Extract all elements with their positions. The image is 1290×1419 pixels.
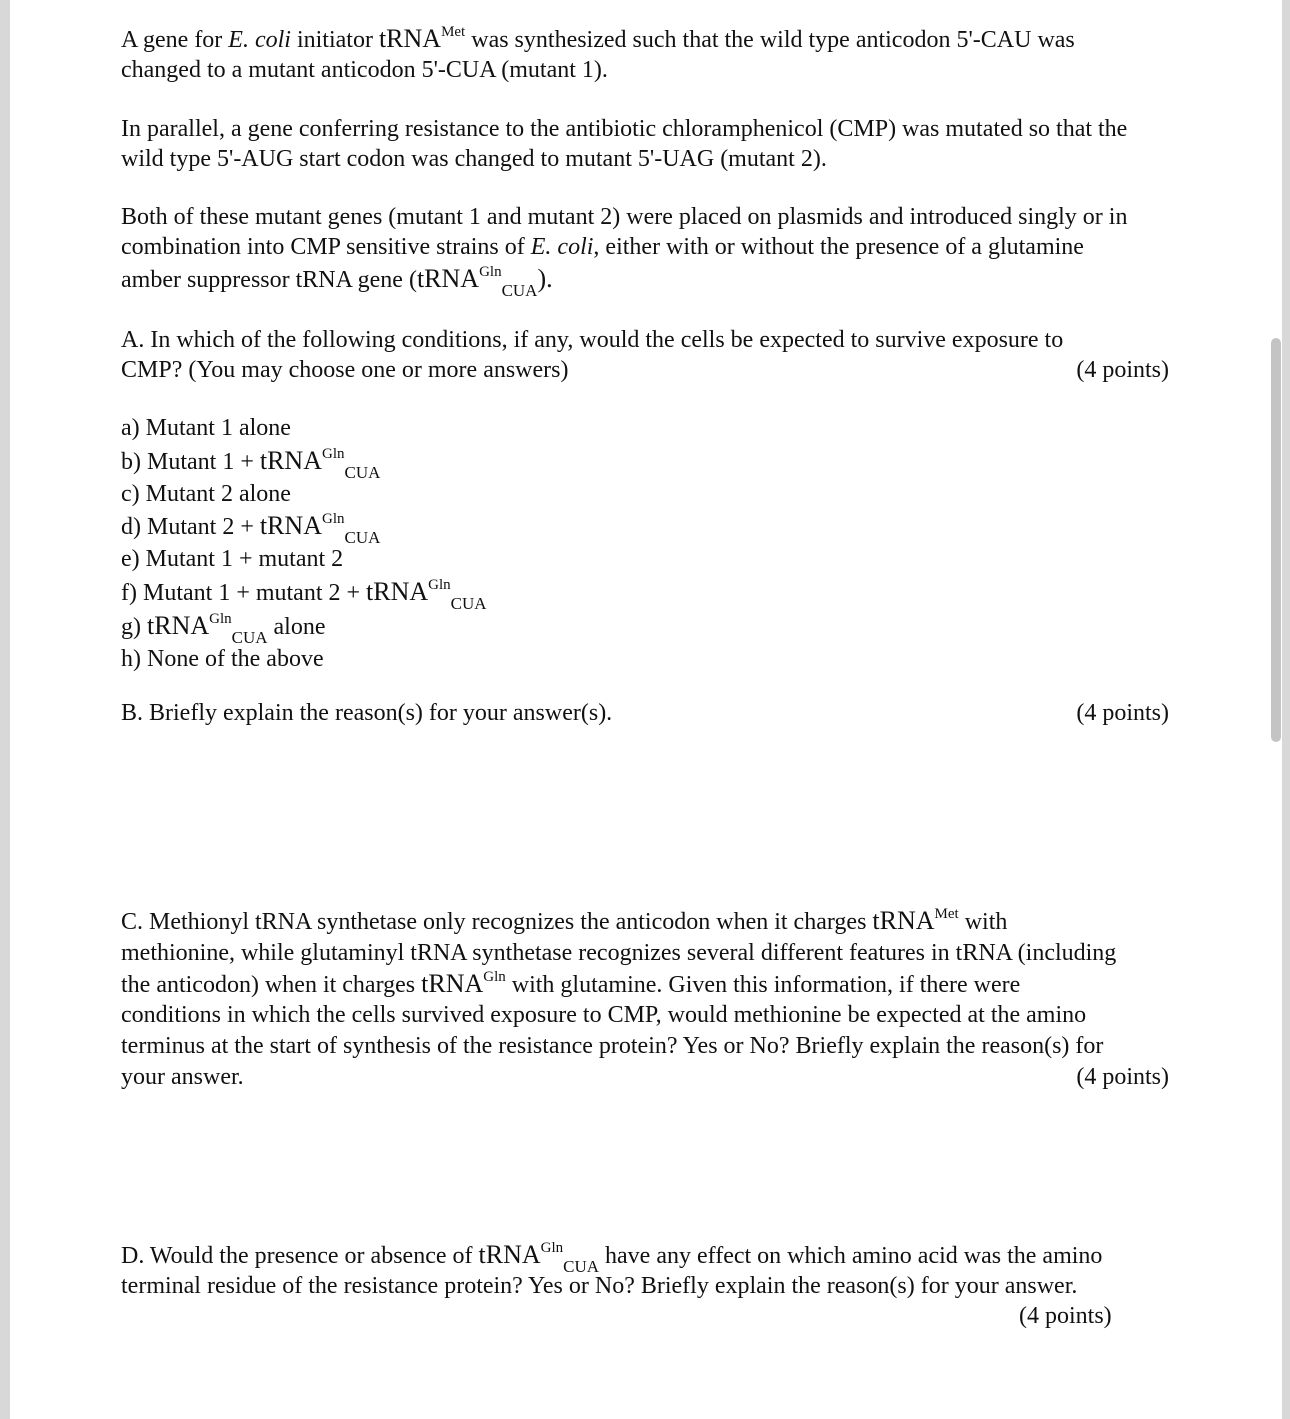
option-g-text: g) [121,613,147,640]
superscript-gln: Gln [209,610,232,627]
question-c-text: methionine, while glutaminyl tRNA synthetase recognizes several different features in tRNA (including [121,939,1117,966]
question-c-text: your answer. [121,1063,244,1090]
trna-symbol: tRNA [416,264,480,293]
question-d-text: D. Would the presence or absence of [121,1243,479,1269]
intro-text: wild type 5'-AUG start codon was changed to mutant 5'-UAG (mutant 2). [121,146,827,172]
superscript-gln: Gln [428,576,451,593]
option-h: h) None of the above [121,645,324,672]
option-f [121,576,1171,613]
trna-symbol: tRNA [259,511,322,541]
option-d-text: d) Mutant 2 + [121,514,260,541]
option-b [121,445,1171,482]
intro-text: combination into CMP sensitive strains of [121,234,531,260]
question-c-text: terminus at the start of synthesis of the resistance protein? Yes or No? Briefly explain the reason(s) for [121,1033,1104,1060]
question-c-text: conditions in which the cells survived exposure to CMP, would methionine be expected at the amino [121,1002,1087,1029]
option-a: a) Mutant 1 alone [121,415,291,441]
intro-text: was synthesized such that the wild type anticodon 5'-CAU was [465,27,1075,53]
intro-text: ). [537,264,553,293]
option-d [121,510,1171,548]
intro-text: Both of these mutant genes (mutant 1 and mutant 2) were placed on plasmids and introduced singly or in [121,204,1128,230]
option-g [121,610,1171,647]
superscript-gln: Gln [321,445,345,462]
vertical-scrollbar[interactable] [1271,338,1281,742]
question-d [121,1240,1171,1331]
intro-text: , either with or without the presence of a glutamine [593,234,1084,260]
intro-text: changed to a mutant anticodon 5'-CUA (mutant 1). [121,57,608,83]
question-d-text: have any effect on which amino acid was the amino [599,1243,1103,1269]
intro-text: amber suppressor tRNA gene ( [121,267,417,293]
trna-symbol: tRNA [259,445,322,475]
question-c-text: with [958,909,1008,935]
question-c-text: the anticodon) when it charges [121,971,422,998]
question-d-text: terminal residue of the resistance protein? Yes or No? Briefly explain the reason(s) for your answer. [121,1273,1078,1299]
subscript-cua: CUA [344,528,381,548]
superscript-gln: Gln [540,1240,564,1256]
trna-symbol: tRNA [872,906,935,935]
intro-text: initiator [290,27,379,53]
subscript-cua: CUA [344,462,381,482]
subscript-cua: CUA [450,593,487,613]
superscript-gln: Gln [321,511,345,528]
superscript-met: Met [934,906,959,922]
option-g-text: alone [267,613,326,640]
question-c-text: C. Methionyl tRNA synthetase only recognizes the anticodon when it charges [121,909,873,935]
question-a [121,325,1171,385]
intro-paragraph-3 [121,202,1171,300]
superscript-gln: Gln [479,264,502,280]
subscript-cua: CUA [231,627,268,647]
intro-paragraph-2 [121,114,1171,174]
question-c [121,906,1171,1093]
option-c: c) Mutant 2 alone [121,480,291,507]
species-name: E. coli [530,234,594,260]
superscript-met: Met [441,24,466,40]
question-a-text: CMP? (You may choose one or more answers) [121,357,569,383]
option-f-text: f) Mutant 1 + mutant 2 + [121,579,367,606]
intro-text: A gene for [121,27,229,53]
subscript-cua: CUA [563,1257,600,1276]
intro-paragraph-1 [121,24,1171,85]
intro-text: In parallel, a gene conferring resistance to the antibiotic chloramphenicol (CMP) was mutated so that the [121,116,1128,142]
question-b [121,698,1171,728]
trna-symbol: tRNA [147,610,210,640]
option-e: e) Mutant 1 + mutant 2 [121,546,344,573]
points-label: (4 points) [1076,700,1169,726]
species-name: E. coli [228,27,291,53]
question-c-text: with glutamine. Given this information, if there were [505,971,1021,998]
trna-symbol: tRNA [478,1240,541,1269]
points-label: (4 points) [1076,1063,1169,1090]
question-b-text: B. Briefly explain the reason(s) for your answer(s). [121,700,613,726]
points-label: (4 points) [1076,357,1169,383]
points-label: (4 points) [1019,1303,1112,1329]
superscript-gln: Gln [483,968,506,985]
trna-symbol: tRNA [421,968,484,998]
answer-options [121,413,1171,675]
trna-symbol: tRNA [378,24,442,53]
question-a-text: A. In which of the following conditions, if any, would the cells be expected to survive exposure to [121,327,1064,353]
option-b-text: b) Mutant 1 + [121,448,260,475]
subscript-cua: CUA [501,281,538,300]
trna-symbol: tRNA [366,576,429,606]
